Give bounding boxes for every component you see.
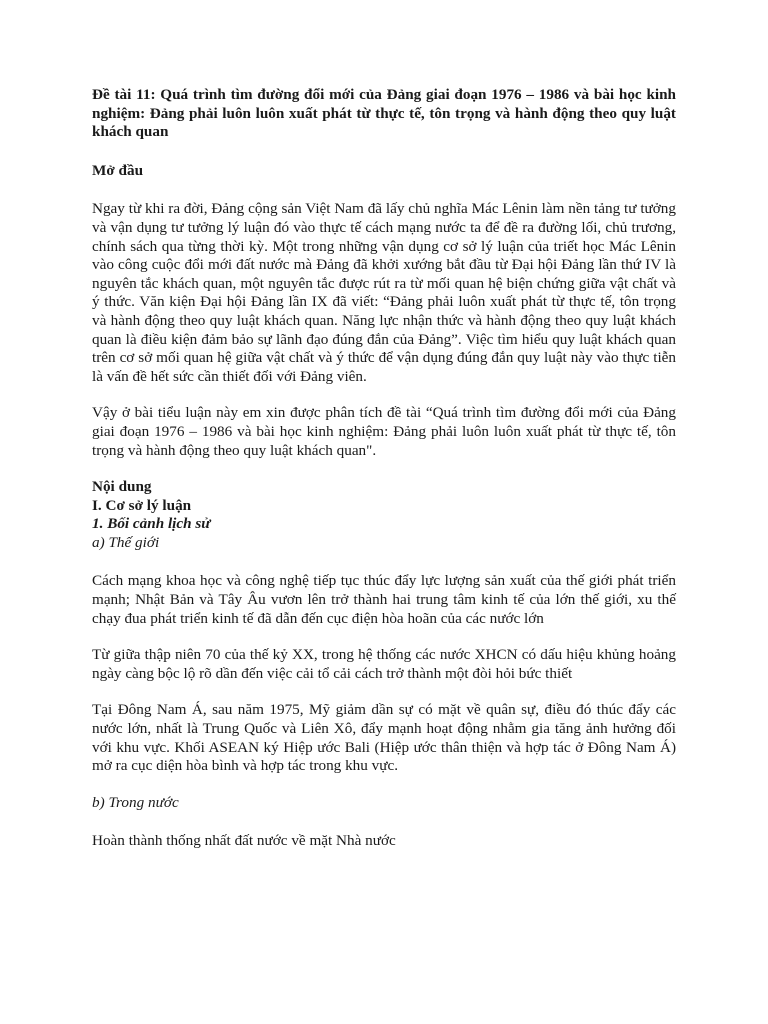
subsection-1-heading: 1. Bối cảnh lịch sử bbox=[92, 515, 211, 533]
intro-heading: Mở đầu bbox=[92, 161, 144, 179]
intro-paragraph-2: Vậy ở bài tiểu luận này em xin được phân tích đề tài “Quá trình tìm đường đổi mới của Đảng giai đoạn 1976 – 1986 và bài học kinh nghiệm: Đảng phải luôn luôn xuất phát từ thực tế, tôn trọng và hành động theo quy luật khách quan". bbox=[92, 404, 676, 459]
sub-b-heading: b) Trong nước bbox=[92, 793, 179, 811]
sub-a-heading: a) Thế giới bbox=[92, 533, 160, 551]
domestic-paragraph-1: Hoàn thành thống nhất đất nước về mặt Nhà nước bbox=[92, 832, 396, 850]
world-paragraph-1: Cách mạng khoa học và công nghệ tiếp tục thúc đẩy lực lượng sản xuất của thế giới phát triển mạnh; Nhật Bản và Tây Âu vươn lên trở thành hai trung tâm kinh tế của lớn thế giới, xu thế chạy đua phát triển kinh tế đã dẫn đến cục điện hòa hoãn của các nước lớn bbox=[92, 572, 676, 627]
section-1-heading: I. Cơ sở lý luận bbox=[92, 496, 192, 514]
intro-paragraph-1: Ngay từ khi ra đời, Đảng cộng sản Việt Nam đã lấy chủ nghĩa Mác Lênin làm nền tảng tư tưởng và vận dụng tư tưởng lý luận đó vào thực tế cách mạng nước ta để đề ra đường lối, chủ trương, chính sách qua từng thời kỳ. Một trong những vận dụng cơ sở lý luận của triết học Mác Lênin vào công cuộc đổi mới đất nước mà Đảng đã khởi xướng bắt đầu từ Đại hội Đảng lần thứ IV là nguyên tắc khách quan, một nguyên tắc được rút ra từ mối quan hệ biện chứng giữa vật chất và ý thức. Văn kiện Đại hội Đảng lần IX đã viết: “Đảng phải luôn xuất phát từ thực tế, tôn trọng và hành động theo quy luật khách quan. Năng lực nhận thức và hành động theo quy luật khách quan là điều kiện đảm bảo sự lãnh đạo đúng đắn của Đảng”. Việc tìm hiểu quy luật khách quan trên cơ sở mối quan hệ giữa vật chất và ý thức để vận dụng đúng đắn quy luật này vào thực tiễn là vấn đề hết sức cần thiết đối với Đảng viên. bbox=[92, 200, 676, 385]
world-paragraph-3: Tại Đông Nam Á, sau năm 1975, Mỹ giảm dần sự có mặt về quân sự, điều đó thúc đẩy các nước lớn, nhất là Trung Quốc và Liên Xô, đẩy mạnh hoạt động nhằm gia tăng ảnh hưởng đối với khu vực. Khối ASEAN ký Hiệp ước Bali (Hiệp ước thân thiện và hợp tác ở Đông Nam Á) mở ra cục diện hòa bình và hợp tác trong khu vực. bbox=[92, 701, 676, 775]
document-title: Đề tài 11: Quá trình tìm đường đổi mới của Đảng giai đoạn 1976 – 1986 và bài học kinh nghiệm: Đảng phải luôn luôn xuất phát từ thực tế, tôn trọng và hành động theo quy luật khách quan bbox=[92, 86, 676, 141]
content-heading: Nội dung bbox=[92, 478, 152, 496]
world-paragraph-2: Từ giữa thập niên 70 của thế kỷ XX, trong hệ thống các nước XHCN có dấu hiệu khủng hoảng ngày càng bộc lộ rõ dần đến việc cải tổ cải cách trở thành một đòi hỏi bức thiết bbox=[92, 646, 676, 682]
